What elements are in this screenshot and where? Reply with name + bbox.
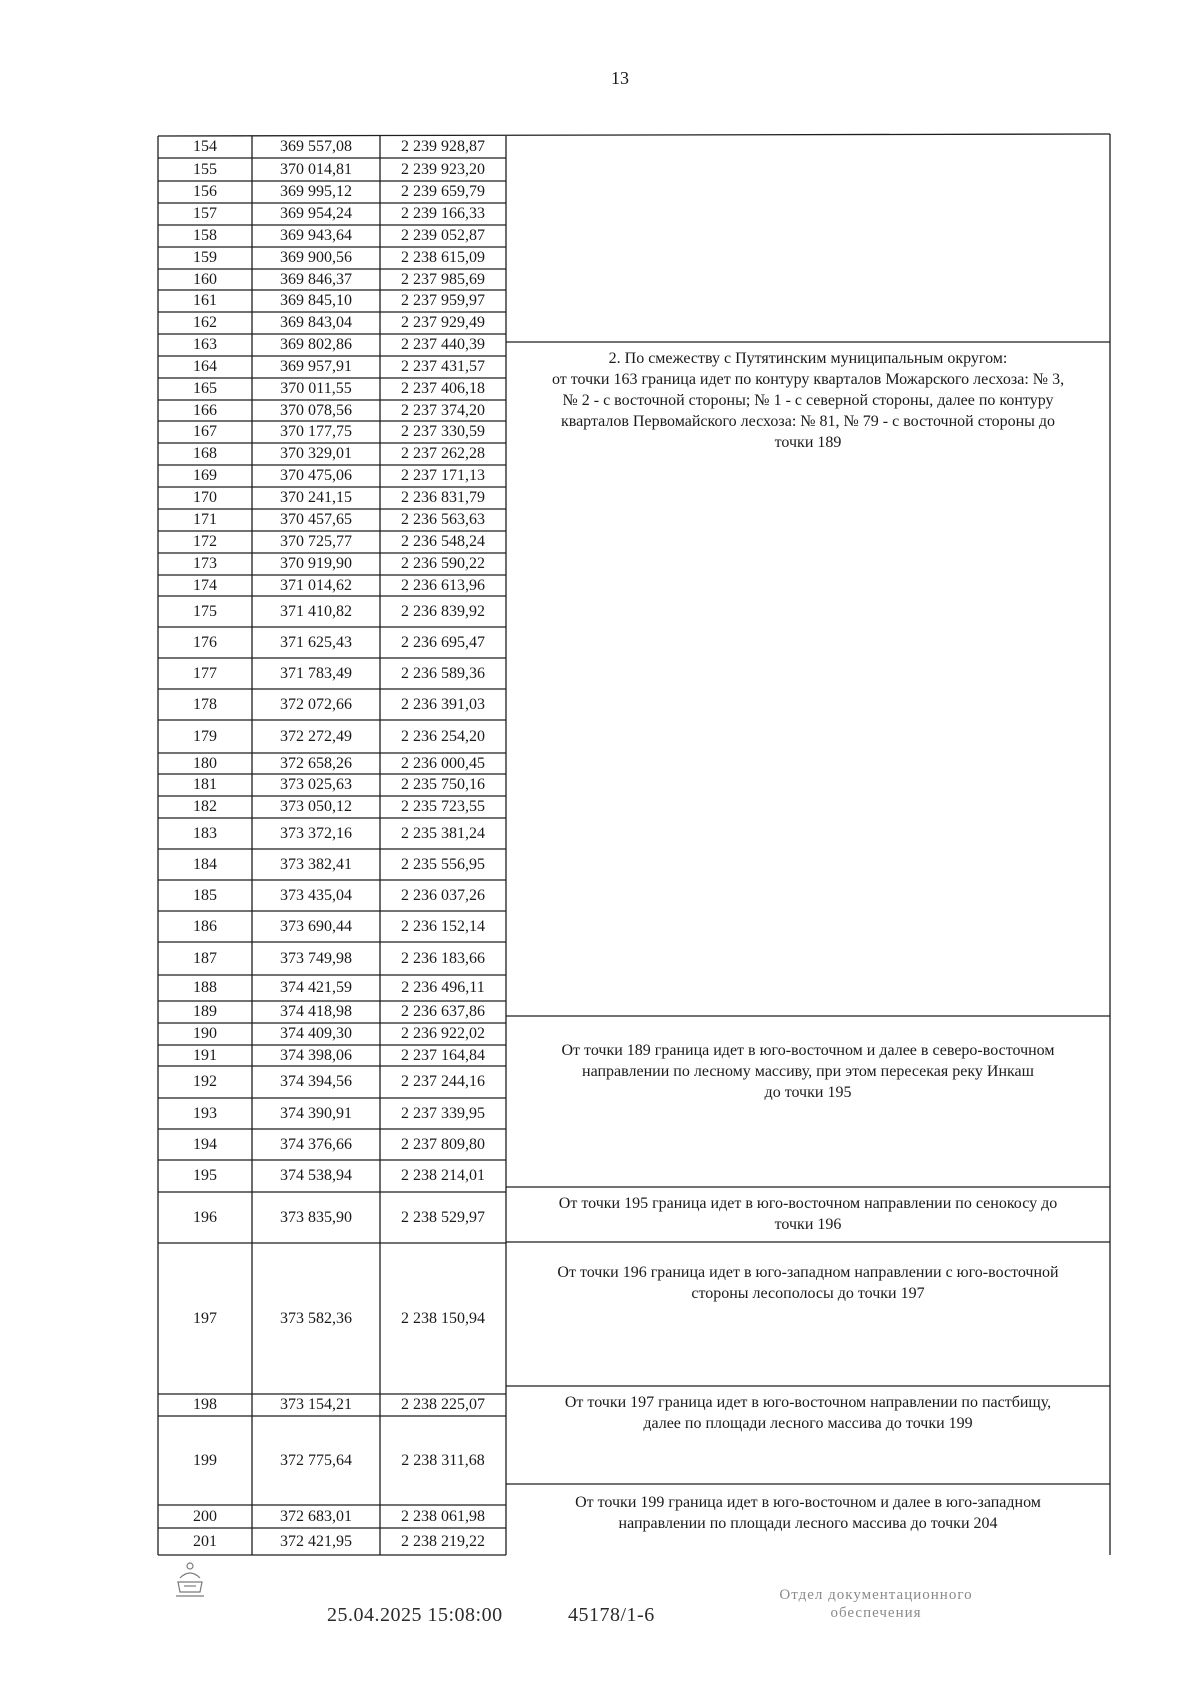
- y-coordinate-cell: 2 239 923,20: [401, 160, 485, 178]
- point-number-cell: 164: [193, 358, 217, 375]
- x-coordinate-cell: 374 421,59: [280, 979, 352, 996]
- y-coordinate-cell: 2 237 339,95: [401, 1104, 485, 1122]
- description-line: направлении по лесному массиву, при этом пересекая реку Инкаш: [582, 1063, 1034, 1080]
- point-number-cell: 158: [193, 227, 217, 244]
- x-coordinate-cell: 369 846,37: [280, 270, 352, 288]
- point-number-cell: 201: [193, 1532, 217, 1550]
- x-coordinate-cell: 372 775,64: [280, 1451, 352, 1469]
- y-coordinate-cell: 2 237 406,18: [401, 380, 485, 397]
- y-coordinate-cell: 2 236 000,45: [401, 754, 485, 772]
- point-number-cell: 190: [193, 1025, 217, 1042]
- x-coordinate-cell: 372 072,66: [280, 695, 352, 713]
- x-coordinate-cell: 373 382,41: [280, 855, 352, 873]
- x-coordinate-cell: 370 078,56: [280, 401, 352, 419]
- x-coordinate-cell: 370 177,75: [280, 423, 352, 440]
- y-coordinate-cell: 2 236 613,96: [401, 576, 485, 594]
- y-coordinate-cell: 2 236 590,22: [401, 555, 485, 572]
- y-coordinate-cell: 2 238 214,01: [401, 1167, 485, 1184]
- x-coordinate-cell: 369 802,86: [280, 336, 352, 353]
- x-coordinate-cell: 369 843,04: [280, 314, 352, 331]
- x-coordinate-cell: 372 272,49: [280, 727, 352, 745]
- point-number-cell: 154: [193, 138, 217, 155]
- y-coordinate-cell: 2 236 922,02: [401, 1025, 485, 1042]
- x-coordinate-cell: 371 625,43: [280, 633, 352, 651]
- point-number-cell: 194: [193, 1135, 217, 1153]
- point-number-cell: 182: [193, 798, 217, 815]
- point-number-cell: 179: [193, 727, 217, 745]
- y-coordinate-cell: 2 236 839,92: [401, 602, 485, 620]
- point-number-cell: 197: [193, 1309, 217, 1327]
- y-coordinate-cell: 2 235 556,95: [401, 855, 485, 873]
- point-number-cell: 180: [193, 754, 217, 772]
- y-coordinate-cell: 2 237 244,16: [401, 1073, 485, 1090]
- point-number-cell: 186: [193, 917, 217, 935]
- description-189-195: [506, 1016, 1110, 1187]
- y-coordinate-cell: 2 236 637,86: [401, 1003, 485, 1020]
- x-coordinate-cell: 373 372,16: [280, 824, 352, 842]
- point-number-cell: 198: [193, 1396, 217, 1413]
- y-coordinate-cell: 2 237 330,59: [401, 423, 485, 440]
- description-line: От точки 189 граница идет в юго-восточном и далее в северо-восточном: [561, 1042, 1055, 1059]
- x-coordinate-cell: 373 050,12: [280, 798, 352, 815]
- point-number-cell: 196: [193, 1208, 217, 1226]
- x-coordinate-cell: 374 418,98: [280, 1003, 352, 1020]
- x-coordinate-cell: 373 835,90: [280, 1208, 352, 1226]
- description-empty: [506, 134, 1110, 342]
- x-coordinate-cell: 370 241,15: [280, 489, 352, 506]
- description-line: № 2 - с восточной стороны; № 1 - с северной стороны, далее по контуру: [562, 392, 1054, 409]
- point-number-cell: 161: [193, 292, 217, 309]
- description-line: точки 196: [774, 1216, 842, 1233]
- point-number-cell: 159: [193, 249, 217, 266]
- description-line: от точки 163 граница идет по контуру кварталов Можарского лесхоза: № 3,: [551, 371, 1065, 388]
- y-coordinate-cell: 2 239 052,87: [401, 227, 485, 244]
- emblem-icon: [172, 1560, 208, 1600]
- y-coordinate-cell: 2 237 440,39: [401, 336, 485, 353]
- point-number-cell: 155: [193, 160, 217, 178]
- point-number-cell: 168: [193, 445, 217, 462]
- point-number-cell: 163: [193, 336, 217, 353]
- x-coordinate-cell: 372 658,26: [280, 754, 352, 772]
- point-number-cell: 162: [193, 314, 217, 331]
- y-coordinate-cell: 2 236 183,66: [401, 949, 485, 967]
- y-coordinate-cell: 2 236 254,20: [401, 727, 485, 745]
- y-coordinate-cell: 2 239 928,87: [401, 138, 485, 155]
- point-number-cell: 170: [193, 489, 217, 506]
- point-number-cell: 188: [193, 979, 217, 996]
- point-number-cell: 174: [193, 576, 217, 594]
- x-coordinate-cell: 370 725,77: [280, 533, 352, 550]
- description-line: кварталов Первомайского лесхоза: № 81, № 79 - с восточной стороны до: [560, 413, 1056, 430]
- point-number-cell: 166: [193, 401, 217, 419]
- x-coordinate-cell: 373 582,36: [280, 1309, 352, 1327]
- y-coordinate-cell: 2 237 374,20: [401, 401, 485, 419]
- stamp-line-1: Отдел документационного: [779, 1587, 973, 1603]
- point-number-cell: 173: [193, 555, 217, 572]
- description-line: 2. По смежеству с Путятинским муниципальным округом:: [608, 350, 1008, 367]
- point-number-cell: 189: [193, 1003, 217, 1020]
- x-coordinate-cell: 374 398,06: [280, 1046, 352, 1064]
- x-coordinate-cell: 372 421,95: [280, 1532, 352, 1550]
- y-coordinate-cell: 2 238 061,98: [401, 1507, 485, 1525]
- y-coordinate-cell: 2 237 809,80: [401, 1135, 485, 1153]
- x-coordinate-cell: 369 943,64: [280, 227, 352, 244]
- y-coordinate-cell: 2 235 381,24: [401, 824, 485, 842]
- description-199-204: [506, 1484, 1110, 1555]
- point-number-cell: 184: [193, 855, 217, 873]
- footer-doc-number: 45178/1-6: [568, 1604, 655, 1626]
- y-coordinate-cell: 2 237 985,69: [401, 270, 485, 288]
- y-coordinate-cell: 2 236 152,14: [401, 917, 485, 935]
- y-coordinate-cell: 2 238 219,22: [401, 1532, 485, 1550]
- point-number-cell: 178: [193, 695, 217, 713]
- y-coordinate-cell: 2 236 563,63: [401, 511, 485, 528]
- x-coordinate-cell: 374 390,91: [280, 1104, 352, 1122]
- x-coordinate-cell: 373 749,98: [280, 949, 352, 967]
- description-line: до точки 195: [764, 1084, 852, 1101]
- x-coordinate-cell: 374 376,66: [280, 1135, 352, 1153]
- x-coordinate-cell: 369 845,10: [280, 292, 352, 309]
- footer-datetime: 25.04.2025 15:08:00: [327, 1604, 503, 1626]
- point-number-cell: 176: [193, 633, 217, 651]
- x-coordinate-cell: 370 329,01: [280, 445, 352, 462]
- point-number-cell: 175: [193, 602, 217, 620]
- stamp-line-2: обеспечения: [830, 1605, 922, 1621]
- description-197-199: [506, 1386, 1110, 1484]
- y-coordinate-cell: 2 236 831,79: [401, 489, 485, 506]
- point-number-cell: 192: [193, 1073, 217, 1090]
- point-number-cell: 160: [193, 270, 217, 288]
- point-number-cell: 172: [193, 533, 217, 550]
- x-coordinate-cell: 373 690,44: [280, 917, 352, 935]
- x-coordinate-cell: 374 538,94: [280, 1167, 352, 1184]
- description-line: стороны лесополосы до точки 197: [691, 1285, 925, 1302]
- description-line: направлении по площади лесного массива до точки 204: [618, 1515, 998, 1532]
- x-coordinate-cell: 374 409,30: [280, 1025, 352, 1042]
- y-coordinate-cell: 2 236 695,47: [401, 633, 485, 651]
- point-number-cell: 171: [193, 511, 217, 528]
- x-coordinate-cell: 373 154,21: [280, 1396, 352, 1413]
- x-coordinate-cell: 369 557,08: [280, 138, 352, 155]
- y-coordinate-cell: 2 238 615,09: [401, 249, 485, 266]
- x-coordinate-cell: 370 475,06: [280, 467, 352, 484]
- y-coordinate-cell: 2 239 659,79: [401, 183, 485, 200]
- department-stamp: [716, 1586, 1036, 1622]
- x-coordinate-cell: 371 783,49: [280, 664, 352, 682]
- x-coordinate-cell: 370 919,90: [280, 555, 352, 572]
- y-coordinate-cell: 2 237 164,84: [401, 1046, 485, 1064]
- y-coordinate-cell: 2 236 037,26: [401, 886, 485, 904]
- point-number-cell: 169: [193, 467, 217, 484]
- point-number-cell: 187: [193, 949, 217, 967]
- point-number-cell: 195: [193, 1167, 217, 1184]
- y-coordinate-cell: 2 237 959,97: [401, 292, 485, 309]
- y-coordinate-cell: 2 237 431,57: [401, 358, 485, 375]
- x-coordinate-cell: 371 014,62: [280, 576, 352, 594]
- x-coordinate-cell: 369 900,56: [280, 249, 352, 266]
- y-coordinate-cell: 2 237 171,13: [401, 467, 485, 484]
- x-coordinate-cell: 372 683,01: [280, 1507, 352, 1525]
- point-number-cell: 181: [193, 776, 217, 793]
- y-coordinate-cell: 2 237 929,49: [401, 314, 485, 331]
- y-coordinate-cell: 2 239 166,33: [401, 205, 485, 222]
- description-196-197: [506, 1242, 1110, 1386]
- point-number-cell: 193: [193, 1104, 217, 1122]
- x-coordinate-cell: 371 410,82: [280, 602, 352, 620]
- point-number-cell: 157: [193, 205, 217, 222]
- x-coordinate-cell: 369 957,91: [280, 358, 352, 375]
- y-coordinate-cell: 2 236 548,24: [401, 533, 485, 550]
- x-coordinate-cell: 374 394,56: [280, 1073, 352, 1090]
- description-line: От точки 199 граница идет в юго-восточном и далее в юго-западном: [575, 1494, 1041, 1511]
- point-number-cell: 191: [193, 1046, 217, 1064]
- y-coordinate-cell: 2 238 529,97: [401, 1208, 485, 1226]
- point-number-cell: 156: [193, 183, 217, 200]
- x-coordinate-cell: 369 954,24: [280, 205, 352, 222]
- point-number-cell: 177: [193, 664, 217, 682]
- description-line: далее по площади лесного массива до точки 199: [643, 1415, 973, 1432]
- y-coordinate-cell: 2 236 496,11: [401, 979, 485, 996]
- x-coordinate-cell: 369 995,12: [280, 183, 352, 200]
- description-line: От точки 196 граница идет в юго-западном направлении с юго-восточной: [557, 1264, 1059, 1281]
- y-coordinate-cell: 2 238 150,94: [401, 1309, 485, 1327]
- description-195-196: [506, 1187, 1110, 1242]
- point-number-cell: 167: [193, 423, 217, 440]
- x-coordinate-cell: 370 014,81: [280, 160, 352, 178]
- point-number-cell: 165: [193, 380, 217, 397]
- x-coordinate-cell: 370 457,65: [280, 511, 352, 528]
- y-coordinate-cell: 2 235 750,16: [401, 776, 485, 793]
- point-number-cell: 185: [193, 886, 217, 904]
- y-coordinate-cell: 2 238 311,68: [401, 1451, 485, 1469]
- y-coordinate-cell: 2 235 723,55: [401, 798, 485, 815]
- description-line: От точки 195 граница идет в юго-восточном направлении по сенокосу до: [558, 1195, 1058, 1212]
- y-coordinate-cell: 2 238 225,07: [401, 1396, 485, 1413]
- page-number: 13: [611, 68, 629, 88]
- description-line: От точки 197 граница идет в юго-восточном направлении по пастбищу,: [564, 1394, 1052, 1411]
- point-number-cell: 200: [193, 1507, 217, 1525]
- y-coordinate-cell: 2 236 391,03: [401, 695, 485, 713]
- point-number-cell: 199: [193, 1451, 217, 1469]
- description-line: точки 189: [774, 434, 842, 451]
- x-coordinate-cell: 370 011,55: [280, 380, 352, 397]
- x-coordinate-cell: 373 025,63: [280, 776, 352, 793]
- point-number-cell: 183: [193, 824, 217, 842]
- y-coordinate-cell: 2 236 589,36: [401, 664, 485, 682]
- description-putyatino: [506, 342, 1110, 1016]
- x-coordinate-cell: 373 435,04: [280, 886, 352, 904]
- y-coordinate-cell: 2 237 262,28: [401, 445, 485, 462]
